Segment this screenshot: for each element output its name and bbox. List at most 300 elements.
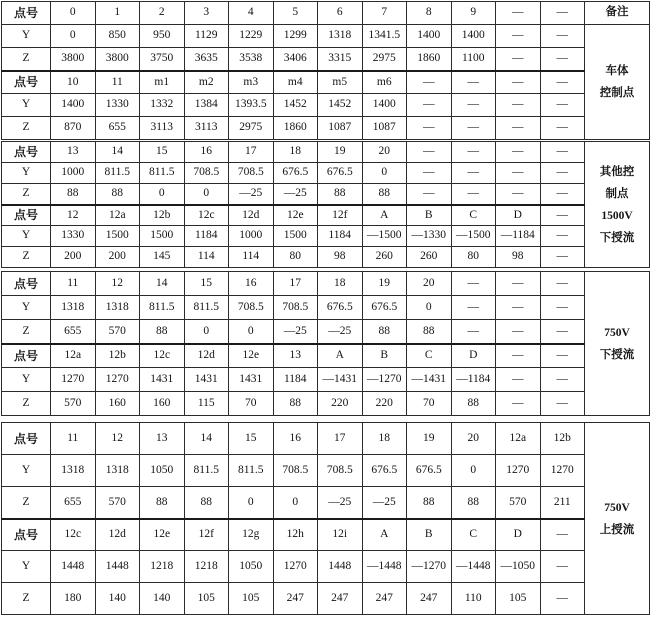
table-cell: 160 (95, 392, 140, 416)
table-cell: 12h (273, 519, 318, 551)
table-cell: —1500 (451, 226, 496, 247)
table-cell: — (540, 320, 585, 344)
table-cell: — (496, 296, 541, 320)
table-cell: 260 (362, 247, 407, 268)
coordinate-label: Z (2, 184, 51, 205)
table-cell: 708.5 (229, 163, 274, 184)
table-cell: — (540, 205, 585, 226)
table-cell: 12c (184, 205, 229, 226)
table-cell: 12g (229, 519, 274, 551)
table-cell: m2 (184, 71, 229, 94)
table-cell: 3315 (318, 48, 363, 71)
z-coordinate-row (2, 247, 650, 268)
table-cell: 1000 (51, 163, 96, 184)
table-cell: 676.5 (362, 455, 407, 487)
table-cell: 18 (362, 423, 407, 455)
table-cell: 11 (51, 423, 96, 455)
table-cell: 1087 (362, 117, 407, 140)
table-cell: —1270 (362, 368, 407, 392)
table-cell: 211 (540, 487, 585, 519)
table-cell: 1299 (273, 25, 318, 48)
table-cell: — (496, 368, 541, 392)
table-cell: 5 (273, 2, 318, 25)
y-coordinate-row (2, 25, 650, 48)
point-number-row (2, 2, 650, 25)
other-control-points-1500v-table (1, 141, 650, 268)
table-cell: 247 (273, 583, 318, 615)
table-cell: —25 (229, 184, 274, 205)
table-cell: 1452 (318, 94, 363, 117)
table-body (2, 423, 650, 615)
table-cell: — (407, 142, 452, 163)
table-cell: 260 (407, 247, 452, 268)
table-cell: 3 (184, 2, 229, 25)
coordinate-label: Y (2, 226, 51, 247)
table-cell: 570 (51, 392, 96, 416)
coordinate-label: Y (2, 163, 51, 184)
remark-line: 车体 (605, 65, 629, 77)
point-number-label: 点号 (2, 272, 51, 296)
table-cell: 6 (318, 2, 363, 25)
table-cell: B (407, 205, 452, 226)
table-cell: —1448 (362, 551, 407, 583)
table-cell: A (362, 205, 407, 226)
table-cell: 1330 (95, 94, 140, 117)
table-cell: 3113 (184, 117, 229, 140)
table-cell: 20 (407, 272, 452, 296)
table-cell: D (496, 519, 541, 551)
table-cell: m4 (273, 71, 318, 94)
table-cell: 160 (140, 392, 185, 416)
table-cell: — (407, 71, 452, 94)
table-cell: 708.5 (273, 455, 318, 487)
remark-line: 其他控 (599, 165, 635, 178)
table-cell: — (540, 247, 585, 268)
table-cell: 1400 (51, 94, 96, 117)
table-cell: 3113 (140, 117, 185, 140)
remarks-cell (585, 272, 650, 416)
table-cell: B (407, 519, 452, 551)
table-cell: 16 (273, 423, 318, 455)
table-cell: 2975 (229, 117, 274, 140)
table-cell: m3 (229, 71, 274, 94)
table-cell: 1500 (140, 226, 185, 247)
table-cell: 1500 (273, 226, 318, 247)
table-cell: 12a (95, 205, 140, 226)
table-cell: 70 (229, 392, 274, 416)
point-number-row (2, 71, 650, 94)
y-coordinate-row (2, 296, 650, 320)
coordinate-label: Z (2, 583, 51, 615)
table-cell: 20 (451, 423, 496, 455)
table-cell: — (451, 272, 496, 296)
table-cell: — (540, 2, 585, 25)
table-cell: 12e (229, 344, 274, 368)
table-cell: 1318 (51, 455, 96, 487)
point-number-label: 点号 (2, 344, 51, 368)
table-cell: 105 (184, 583, 229, 615)
table-cell: 0 (184, 320, 229, 344)
table-cell: 1431 (184, 368, 229, 392)
table-cell: — (540, 296, 585, 320)
table-cell: 145 (140, 247, 185, 268)
point-number-row (2, 519, 650, 551)
point-number-label: 点号 (2, 423, 51, 455)
point-number-label: 点号 (2, 519, 51, 551)
table-cell: 570 (496, 487, 541, 519)
table-cell: 88 (140, 320, 185, 344)
table-cell: — (451, 117, 496, 140)
table-cell: 12d (229, 205, 274, 226)
table-cell: — (540, 344, 585, 368)
table-cell: 811.5 (95, 163, 140, 184)
table-cell: — (496, 117, 541, 140)
point-number-label: 点号 (2, 2, 51, 25)
table-cell: 708.5 (273, 296, 318, 320)
table-cell: 11 (95, 71, 140, 94)
table-cell: 570 (95, 487, 140, 519)
table-cell: 1393.5 (229, 94, 274, 117)
table-cell: 88 (140, 487, 185, 519)
table-cell: 1452 (273, 94, 318, 117)
table-cell: 98 (318, 247, 363, 268)
table-cell: 811.5 (184, 455, 229, 487)
table-cell: 1100 (451, 48, 496, 71)
table-cell: 14 (140, 272, 185, 296)
table-cell: 950 (140, 25, 185, 48)
remarks-cell (585, 142, 650, 268)
table-cell: 0 (51, 2, 96, 25)
table-cell: — (451, 142, 496, 163)
table-cell: 0 (51, 25, 96, 48)
table-cell: 14 (184, 423, 229, 455)
z-coordinate-row (2, 48, 650, 71)
point-number-row (2, 344, 650, 368)
table-cell: — (496, 320, 541, 344)
table-cell: 3635 (184, 48, 229, 71)
table-cell: D (451, 344, 496, 368)
table-cell: 70 (407, 392, 452, 416)
remark-line: 750V (604, 326, 630, 339)
table-cell: —1184 (496, 226, 541, 247)
point-number-label: 点号 (2, 205, 51, 226)
table-cell: 1218 (140, 551, 185, 583)
table-cell: 19 (407, 423, 452, 455)
table-cell: 1270 (496, 455, 541, 487)
table-cell: — (496, 48, 541, 71)
y-coordinate-row (2, 455, 650, 487)
table-cell: 80 (451, 247, 496, 268)
table-cell: 88 (362, 184, 407, 205)
table-cell: 140 (140, 583, 185, 615)
table-cell: — (451, 296, 496, 320)
table-cell: 18 (273, 142, 318, 163)
table-cell: 708.5 (318, 455, 363, 487)
table-cell: 10 (51, 71, 96, 94)
remark-line: 上授流 (599, 523, 635, 536)
table-cell: 1400 (451, 25, 496, 48)
table-cell: 676.5 (362, 296, 407, 320)
table-cell: 18 (318, 272, 363, 296)
z-coordinate-row (2, 117, 650, 140)
table-cell: —25 (318, 487, 363, 519)
table-cell: 105 (229, 583, 274, 615)
table-cell: m6 (362, 71, 407, 94)
table-cell: 655 (95, 117, 140, 140)
table-cell: — (540, 94, 585, 117)
table-cell: C (451, 519, 496, 551)
table-cell: 200 (95, 247, 140, 268)
table-cell: 811.5 (184, 296, 229, 320)
coordinate-label: Z (2, 392, 51, 416)
table-cell: — (540, 368, 585, 392)
table-cell: 1400 (362, 94, 407, 117)
table-cell: 1318 (95, 296, 140, 320)
table-cell: —1448 (451, 551, 496, 583)
table-cell: 1318 (51, 296, 96, 320)
table-cell: 1050 (140, 455, 185, 487)
table-cell: 1129 (184, 25, 229, 48)
table-cell: 708.5 (229, 296, 274, 320)
table-cell: 676.5 (273, 163, 318, 184)
table-cell: — (496, 184, 541, 205)
table-cell: — (407, 184, 452, 205)
table-cell: —1050 (496, 551, 541, 583)
table-cell: C (407, 344, 452, 368)
table-cell: 12c (140, 344, 185, 368)
table-cell: 12d (184, 344, 229, 368)
table-cell: 12b (95, 344, 140, 368)
table-body (2, 272, 650, 416)
table-cell: 0 (229, 320, 274, 344)
remark-line: 750V (604, 501, 630, 514)
table-cell: 0 (273, 487, 318, 519)
table-cell: 220 (362, 392, 407, 416)
table-cell: 0 (184, 184, 229, 205)
coordinate-label: Z (2, 48, 51, 71)
table-cell: 12f (184, 519, 229, 551)
table-cell: — (540, 142, 585, 163)
coordinate-label: Z (2, 320, 51, 344)
table-cell: — (540, 392, 585, 416)
table-cell: 4 (229, 2, 274, 25)
table-cell: A (362, 519, 407, 551)
table-cell: 3800 (95, 48, 140, 71)
remark-line: 控制点 (599, 87, 635, 99)
table-cell: 1431 (229, 368, 274, 392)
table-cell: 88 (451, 487, 496, 519)
table-cell: 16 (184, 142, 229, 163)
table-cell: 19 (318, 142, 363, 163)
remark-line: 下授流 (599, 348, 635, 361)
table-cell: 88 (451, 392, 496, 416)
table-cell: 3800 (51, 48, 96, 71)
table-cell: — (496, 272, 541, 296)
table-cell: — (496, 163, 541, 184)
table-cell: — (451, 184, 496, 205)
table-cell: 1270 (95, 368, 140, 392)
table-cell: 88 (362, 320, 407, 344)
table-cell: 1318 (95, 455, 140, 487)
table-cell: — (540, 226, 585, 247)
table-cell: 12a (496, 423, 541, 455)
table-cell: — (540, 583, 585, 615)
coordinate-label: Y (2, 551, 51, 583)
table-cell: 1448 (318, 551, 363, 583)
table-cell: 17 (229, 142, 274, 163)
table-cell: 80 (273, 247, 318, 268)
table-cell: 12e (273, 205, 318, 226)
table-cell: 676.5 (318, 296, 363, 320)
table-cell: — (540, 25, 585, 48)
table-cell: C (451, 205, 496, 226)
table-cell: B (362, 344, 407, 368)
table-cell: 1431 (140, 368, 185, 392)
z-coordinate-row (2, 583, 650, 615)
coordinate-label: Y (2, 296, 51, 320)
table-cell: — (451, 71, 496, 94)
table-cell: 1087 (318, 117, 363, 140)
remarks-cell (585, 423, 650, 615)
table-cell: — (496, 392, 541, 416)
point-number-row (2, 142, 650, 163)
table-cell: 105 (496, 583, 541, 615)
table-cell: —25 (273, 184, 318, 205)
table-cell: 1448 (51, 551, 96, 583)
table-cell: 17 (273, 272, 318, 296)
y-coordinate-row (2, 163, 650, 184)
table-cell: 1270 (540, 455, 585, 487)
table-cell: 676.5 (318, 163, 363, 184)
coordinate-label: Y (2, 94, 51, 117)
z-coordinate-row (2, 392, 650, 416)
coordinate-label: Y (2, 25, 51, 48)
table-cell: —25 (318, 320, 363, 344)
table-cell: 15 (184, 272, 229, 296)
table-cell: 7 (362, 2, 407, 25)
point-number-label: 点号 (2, 142, 51, 163)
table-cell: 247 (362, 583, 407, 615)
table-cell: 2975 (362, 48, 407, 71)
table-cell: — (451, 320, 496, 344)
y-coordinate-row (2, 368, 650, 392)
table-cell: 88 (51, 184, 96, 205)
table-cell: 811.5 (140, 163, 185, 184)
table-cell: 655 (51, 487, 96, 519)
table-cell: 0 (362, 163, 407, 184)
table-cell: 12 (95, 272, 140, 296)
table-cell: — (496, 2, 541, 25)
table-cell: —1184 (451, 368, 496, 392)
table-cell: — (540, 519, 585, 551)
z-coordinate-row (2, 320, 650, 344)
table-cell: — (451, 94, 496, 117)
remarks-header: 备注 (585, 2, 650, 25)
table-cell: 114 (184, 247, 229, 268)
table-cell: 811.5 (140, 296, 185, 320)
table-cell: 0 (140, 184, 185, 205)
table-cell: A (318, 344, 363, 368)
table-cell: 180 (51, 583, 96, 615)
remark-line: 1500V (601, 209, 633, 222)
table-cell: 88 (407, 487, 452, 519)
table-cell: 247 (407, 583, 452, 615)
table-cell: 19 (362, 272, 407, 296)
table-cell: 12e (140, 519, 185, 551)
table-cell: 16 (229, 272, 274, 296)
table-cell: 110 (451, 583, 496, 615)
coordinate-label: Y (2, 455, 51, 487)
table-cell: —25 (362, 487, 407, 519)
table-cell: 3538 (229, 48, 274, 71)
table-cell: 12a (51, 344, 96, 368)
table-cell: 1400 (407, 25, 452, 48)
table-cell: 1184 (318, 226, 363, 247)
table-cell: 1218 (184, 551, 229, 583)
downward-collection-750v-table (1, 271, 650, 416)
table-cell: 1448 (95, 551, 140, 583)
table-cell: 1 (95, 2, 140, 25)
table-cell: 570 (95, 320, 140, 344)
table-cell: 708.5 (184, 163, 229, 184)
body-control-points-table (1, 1, 650, 140)
table-cell: 88 (184, 487, 229, 519)
coordinate-label: Z (2, 247, 51, 268)
z-coordinate-row (2, 487, 650, 519)
table-cell: 88 (273, 392, 318, 416)
table-cell: — (540, 163, 585, 184)
table-cell: — (496, 71, 541, 94)
table-cell: 15 (229, 423, 274, 455)
table-cell: — (540, 184, 585, 205)
table-cell: — (407, 94, 452, 117)
z-coordinate-row (2, 184, 650, 205)
table-cell: 1184 (184, 226, 229, 247)
point-number-row (2, 205, 650, 226)
table-cell: 1270 (51, 368, 96, 392)
table-cell: 850 (95, 25, 140, 48)
table-cell: 220 (318, 392, 363, 416)
table-cell: — (540, 48, 585, 71)
table-cell: 870 (51, 117, 96, 140)
table-cell: 88 (95, 184, 140, 205)
coordinate-label: Z (2, 487, 51, 519)
table-cell: — (407, 117, 452, 140)
table-cell: 88 (407, 320, 452, 344)
table-cell: 88 (318, 184, 363, 205)
table-cell: 115 (184, 392, 229, 416)
table-cell: 12i (318, 519, 363, 551)
y-coordinate-row (2, 551, 650, 583)
table-cell: 15 (140, 142, 185, 163)
table-cell: —1431 (407, 368, 452, 392)
table-body (2, 2, 650, 140)
table-cell: 811.5 (229, 455, 274, 487)
coordinate-label: Z (2, 117, 51, 140)
table-cell: 3750 (140, 48, 185, 71)
table-cell: — (496, 142, 541, 163)
table-cell: 12b (140, 205, 185, 226)
table-cell: 655 (51, 320, 96, 344)
table-cell: 200 (51, 247, 96, 268)
table-cell: 14 (95, 142, 140, 163)
table-cell: — (496, 94, 541, 117)
table-cell: 12d (95, 519, 140, 551)
table-cell: 1860 (273, 117, 318, 140)
table-cell: 13 (51, 142, 96, 163)
table-cell: —25 (273, 320, 318, 344)
table-cell: 676.5 (407, 455, 452, 487)
